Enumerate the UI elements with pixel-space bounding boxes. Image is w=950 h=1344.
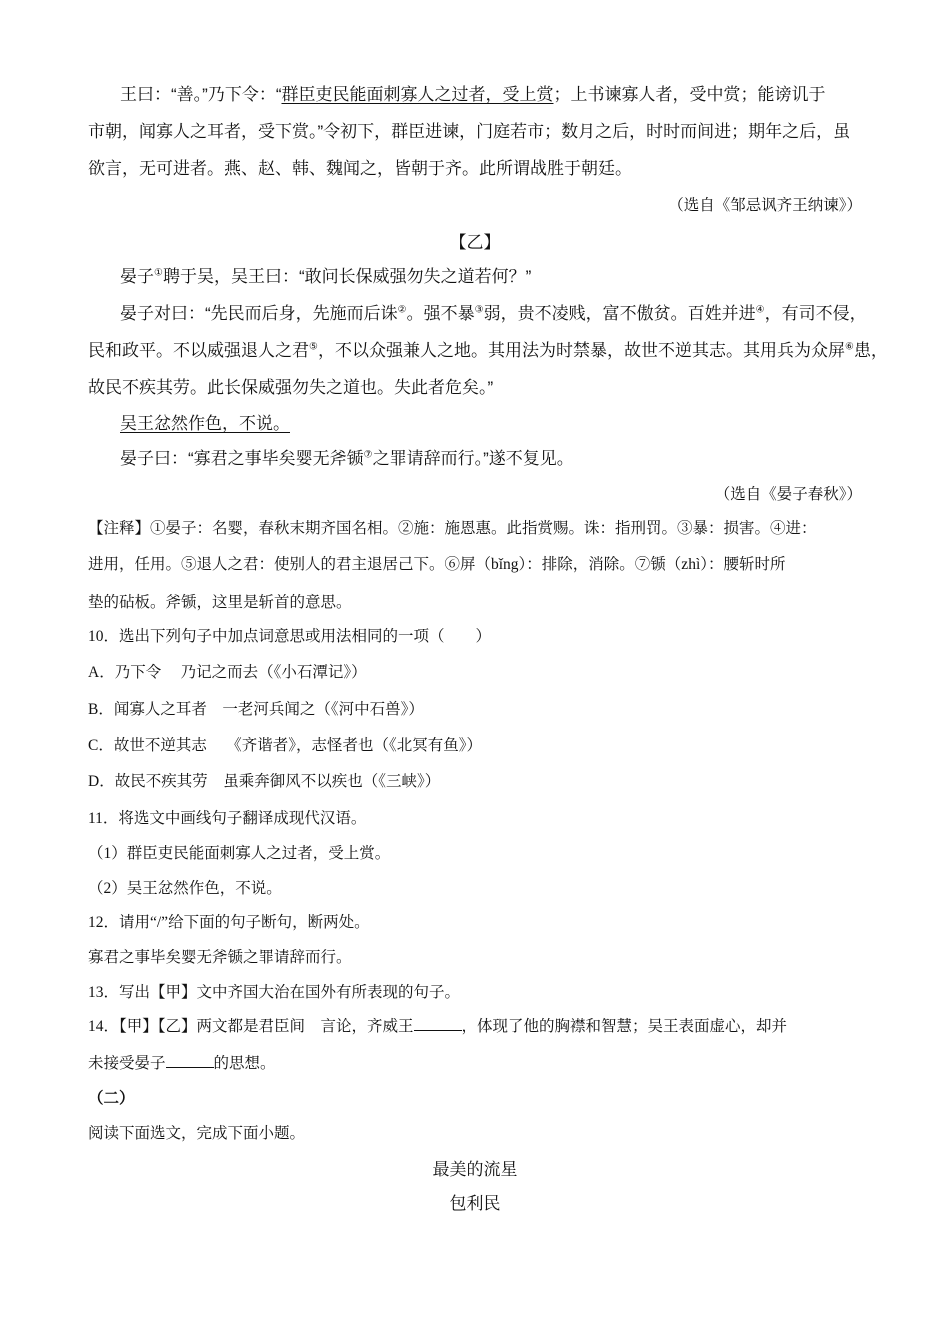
- question-14-text: ，体现了他的胸襟和智慧；吴王表面虚心，却并: [461, 1018, 788, 1035]
- jia-paragraph-line-2: 市朝，闻寡人之耳者，受下赏。”令初下，群臣进谏，门庭若市；数月之后，时时而间进；期年之后，虽: [88, 122, 851, 141]
- underlined-sentence-1: 群臣吏民能面刺寡人之过者，受上赏: [281, 85, 554, 104]
- question-12-sentence: 寡君之事毕矣婴无斧锧之罪请辞而行。: [88, 949, 352, 966]
- article-title: 最美的流星: [432, 1160, 518, 1179]
- yi-text: 晏子对曰：“先民而后身，先施而后诛: [120, 304, 398, 323]
- question-14-text: 未接受晏子: [88, 1055, 166, 1072]
- yi-text: 晏子曰：“寡君之事毕矣婴无斧锧: [120, 449, 364, 468]
- yi-heading: 【乙】: [449, 233, 501, 252]
- footnote-marker: ④: [755, 304, 765, 316]
- question-12: 12．请用“/”给下面的句子断句，断两处。: [88, 914, 370, 931]
- footnote-marker: ⑦: [363, 449, 373, 461]
- footnote-marker: ⑤: [309, 341, 318, 353]
- question-14-line-2: [88, 1051, 862, 1073]
- underlined-sentence-2: 吴王忿然作色，不说。: [120, 414, 290, 433]
- section-2-label: （二）: [88, 1090, 135, 1107]
- jia-source: （选自《邹忌讽齐王纳谏》）: [668, 197, 862, 214]
- yi-line-5: [120, 409, 862, 434]
- question-10-option-b: B．闻寡人之耳者 一老河兵闻之（《河中石兽》）: [88, 701, 424, 718]
- section-2-instruction: 阅读下面选文，完成下面小题。: [88, 1125, 306, 1142]
- footnote-marker: ③: [474, 304, 484, 316]
- yi-line-3: [88, 336, 888, 361]
- yi-text: 弱，贵不凌贱，富不傲贫。百姓并进: [483, 304, 756, 323]
- yi-text: 民和政平。不以威强退人之君: [88, 341, 309, 360]
- yi-line-6: [120, 444, 862, 469]
- question-13: 13．写出【甲】文中齐国大治在国外有所表现的句子。: [88, 984, 461, 1001]
- yi-text: 患，: [853, 341, 888, 360]
- yi-text: 之罪请辞而行。”遂不复见。: [372, 449, 574, 468]
- footnote-marker: ②: [397, 304, 407, 316]
- question-14-text: 14．【甲】【乙】两文都是君臣间 言论，齐威王: [88, 1018, 414, 1035]
- question-10-option-c: C．故世不逆其志 《齐谐者》，志怪者也（《北冥有鱼》）: [88, 737, 482, 754]
- jia-paragraph-line-1: [120, 80, 862, 105]
- question-11-part-1: （1）群臣吏民能面刺寡人之过者，受上赏。: [88, 845, 391, 862]
- footnote-marker: ①: [154, 267, 163, 279]
- question-10-option-a: A．乃下令 乃记之而去（《小石潭记》）: [88, 664, 367, 681]
- yi-text: 晏子: [120, 267, 154, 286]
- answer-blank[interactable]: [414, 1016, 462, 1031]
- yi-line-4: 故民不疾其劳。此长保威强勿失之道也。失此者危矣。”: [88, 378, 494, 397]
- jia-paragraph-line-3: 欲言，无可进者。燕、赵、韩、魏闻之，皆朝于齐。此所谓战胜于朝廷。: [88, 159, 632, 178]
- question-11: 11．将选文中画线句子翻译成现代汉语。: [88, 810, 367, 827]
- yi-line-1: [120, 262, 862, 287]
- question-14-line-1: [88, 1014, 862, 1036]
- question-10-option-d: D．故民不疾其劳 虽乘奔御风不以疾也（《三峡》）: [88, 773, 441, 790]
- question-11-part-2: （2）吴王忿然作色，不说。: [88, 880, 282, 897]
- yi-text: ，不以众强兼人之地。其用法为时禁暴，故世不逆其志。其用兵为众屏: [317, 341, 845, 360]
- yi-text: ，有司不侵，: [764, 304, 867, 323]
- jia-text: 王曰：“善。”乃下令：“: [120, 85, 282, 104]
- yi-source: （选自《晏子春秋》）: [714, 486, 862, 503]
- jia-text: ；上书谏寡人者，受中赏；能谤讥于: [553, 85, 826, 104]
- notes-line-3: 垫的砧板。斧锧，这里是斩首的意思。: [88, 594, 352, 611]
- question-14-text: 的思想。: [213, 1055, 276, 1072]
- yi-text: 。强不暴: [406, 304, 475, 323]
- question-10: 10．选出下列句子中加点词意思或用法相同的一项（ ）: [88, 628, 492, 645]
- answer-blank[interactable]: [166, 1053, 214, 1068]
- article-author: 包利民: [449, 1194, 501, 1213]
- notes-line-1: 【注释】①晏子：名婴，春秋末期齐国名相。②施：施恩惠。此指赏赐。诛：指刑罚。③暴：损害。④进：: [88, 520, 817, 537]
- yi-text: 聘于吴，吴王曰：“敢问长保威强勿失之道若何？”: [162, 267, 532, 286]
- footnote-marker: ⑥: [844, 341, 854, 353]
- notes-line-2: 进用，任用。⑤退人之君：使别人的君主退居己下。⑥屏（bǐng）：排除，消除。⑦锧（zhì）：腰斩时所: [88, 556, 786, 573]
- yi-line-2: [120, 299, 867, 324]
